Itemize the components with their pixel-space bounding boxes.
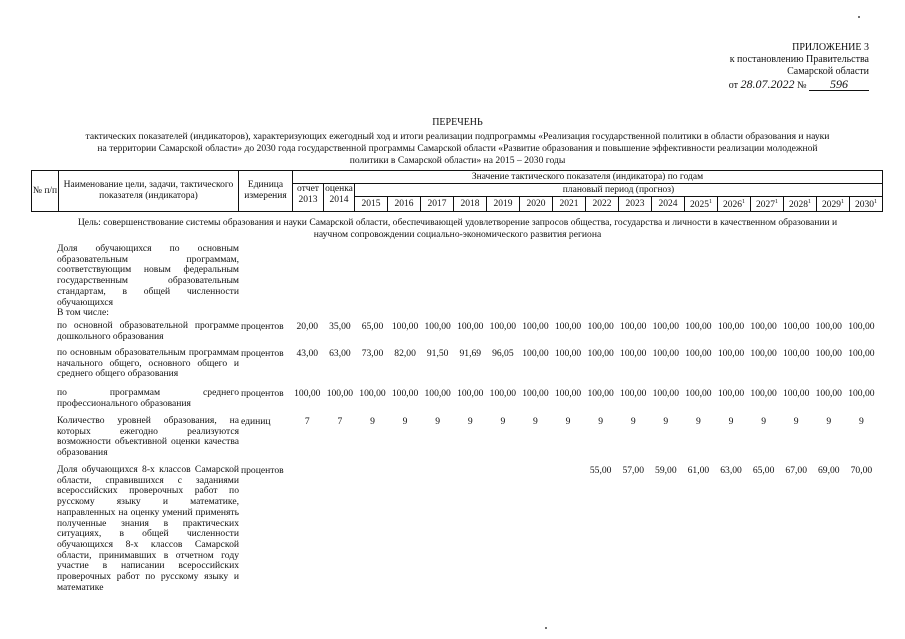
indicator-name: по основным образовательным программам начального общего, основного общего и среднего общего образования (57, 347, 239, 380)
footnote-mark: 1 (874, 199, 877, 205)
value-cell: 100,00 (587, 388, 614, 399)
indicator-unit: процентов (241, 465, 284, 476)
value-cell: 9 (467, 416, 473, 427)
title-line-2: на территории Самарской области» до 2030 года государственной программы Самарской области «Развитие образования и повышение эффективности реализации молодежной (97, 143, 818, 154)
table-row (57, 348, 239, 380)
header-name: Наименование цели, задачи, тактического показателя (индикатора) (59, 171, 239, 212)
value-cell: 9 (500, 416, 506, 427)
value-cell: 100,00 (424, 388, 451, 399)
table-row (57, 416, 239, 459)
table-row (57, 308, 239, 319)
header-year: 2027$^1$ (751, 197, 784, 212)
value-cell: 100,00 (685, 321, 712, 332)
appendix-block (729, 42, 869, 92)
header-number: № п/п (32, 171, 59, 212)
value-cell: 100,00 (391, 321, 419, 332)
value-cell: 100,00 (652, 388, 680, 399)
value-cell: 100,00 (652, 348, 680, 359)
title-heading: ПЕРЕЧЕНЬ (432, 117, 483, 128)
table-header (31, 170, 883, 212)
value-cell: 100,00 (522, 388, 549, 399)
document-title (40, 117, 875, 167)
value-cell: 9 (761, 416, 766, 427)
header-year: 2025$^1$ (685, 197, 718, 212)
value-cell: 100,00 (685, 388, 712, 399)
value-cell: 9 (696, 416, 701, 427)
value-cell: 9 (630, 416, 636, 427)
value-cell: 69,00 (818, 465, 840, 476)
goal-line-1: Цель: совершенствование системы образования и науки Самарской области, обеспечивающей удовлетворение запросов общества, государства и личности в качественном образовании и (77, 217, 838, 228)
value-cell: 7 (337, 416, 343, 427)
value-cell: 82,00 (394, 348, 416, 359)
indicator-unit: процентов (241, 348, 284, 359)
value-cell: 100,00 (717, 348, 745, 359)
value-cell: 96,05 (492, 348, 514, 359)
header-year: 2024 (652, 197, 685, 212)
appendix-title: ПРИЛОЖЕНИЕ 3 (792, 42, 869, 53)
header-year: 2018 (454, 197, 487, 212)
indicator-unit: единиц (241, 416, 271, 427)
indicator-name: по основной образовательной программе дошкольного образования (57, 320, 239, 342)
indicator-values (291, 416, 878, 427)
value-cell: 100,00 (457, 388, 484, 399)
value-cell: 100,00 (620, 388, 647, 399)
indicator-name: Доля обучающихся по основным образовательным программам, соответствующим новым федеральным государственным образовательным стандартам, в общей численности обучающихся (57, 243, 239, 308)
header-year: 2029$^1$ (817, 197, 850, 212)
value-cell: 9 (858, 416, 864, 427)
value-cell: 100,00 (750, 348, 777, 359)
header-report: отчет 2013 (293, 184, 324, 212)
value-cell: 100,00 (359, 388, 386, 399)
value-cell: 100,00 (652, 321, 680, 332)
header-year: 2022 (586, 197, 619, 212)
value-cell: 100,00 (815, 321, 842, 332)
value-cell: 91,50 (426, 348, 449, 359)
value-cell: 61,00 (687, 465, 710, 476)
indicator-unit: процентов (241, 321, 284, 332)
value-cell: 100,00 (783, 321, 810, 332)
indicator-name: Доля обучающихся 8-х классов Самарской области, справившихся с заданиями всероссийских проверочных работ по русскому языку и математике, направленных на оценку умений применять полученные знания в практических ситуациях, в общей численности обучающихся 8-х классов Самарской области, принимавших в отчетном году участие в написании всероссийских проверочных работ по русскому языку и математике (57, 464, 239, 593)
value-cell: 100,00 (424, 321, 451, 332)
footnote-mark: 1 (742, 199, 745, 205)
appendix-line-2: к постановлению Правительства (729, 54, 869, 65)
footnote-mark: 1 (709, 199, 712, 205)
header-values-title: Значение тактического показателя (индикатора) по годам (293, 171, 883, 184)
header-year: 2015 (355, 197, 388, 212)
title-line-1: тактических показателей (индикаторов), характеризующих ежегодный ход и итоги реализации подпрограммы «Реализация государственной политики в области образования и науки (85, 131, 830, 142)
indicator-values (291, 388, 878, 399)
goal-statement (40, 217, 875, 241)
value-cell: 9 (370, 416, 375, 427)
value-cell: 100,00 (620, 348, 647, 359)
value-cell: 9 (793, 416, 799, 427)
table-row (57, 321, 239, 342)
value-cell: 100,00 (457, 321, 484, 332)
value-cell: 100,00 (522, 348, 549, 359)
value-cell: 100,00 (717, 388, 745, 399)
indicator-name: Количество уровней образования, на которых ежегодно реализуются возможности объективной оценки качества образования (57, 415, 239, 459)
value-cell: 7 (304, 416, 310, 427)
value-cell: 100,00 (326, 388, 354, 399)
value-cell: 100,00 (750, 321, 777, 332)
header-year: 2021 (553, 197, 586, 212)
value-cell: 100,00 (685, 348, 712, 359)
value-cell: 100,00 (554, 388, 582, 399)
value-cell: 100,00 (783, 388, 810, 399)
value-cell: 9 (598, 416, 604, 427)
table-row (57, 244, 239, 308)
value-cell: 100,00 (489, 388, 517, 399)
value-cell: 100,00 (587, 348, 614, 359)
value-cell: 100,00 (848, 388, 875, 399)
appendix-line-3: Самарской области (787, 66, 869, 77)
value-cell: 9 (565, 416, 571, 427)
indicator-name: В том числе: (57, 307, 109, 318)
footnote-mark: 1 (808, 199, 811, 205)
indicator-values (291, 465, 878, 476)
value-cell: 100,00 (489, 321, 517, 332)
indicator-unit: процентов (241, 388, 284, 399)
header-year: 2030$^1$ (850, 197, 883, 212)
value-cell: 100,00 (294, 388, 321, 399)
indicator-values (291, 321, 878, 332)
number-prefix: № (796, 80, 807, 91)
value-cell: 73,00 (361, 348, 384, 359)
value-cell: 100,00 (717, 321, 745, 332)
scan-speck (545, 627, 547, 629)
value-cell: 70,00 (850, 465, 873, 476)
date-prefix: от (728, 80, 738, 91)
indicator-name: по программам среднего профессионального образования (57, 387, 239, 409)
value-cell: 63,00 (720, 465, 742, 476)
handwritten-date: 28.07.2022 (740, 77, 795, 91)
indicator-values (291, 348, 878, 359)
header-year: 2017 (421, 197, 454, 212)
handwritten-number: 596 (809, 78, 869, 91)
value-cell: 57,00 (622, 465, 645, 476)
value-cell: 65,00 (361, 321, 384, 332)
value-cell: 9 (663, 416, 669, 427)
value-cell: 65,00 (752, 465, 775, 476)
header-year: 2020 (520, 197, 553, 212)
header-year: 2023 (619, 197, 652, 212)
scan-speck (858, 16, 860, 18)
value-cell: 43,00 (296, 348, 319, 359)
value-cell: 35,00 (329, 321, 351, 332)
value-cell: 63,00 (329, 348, 351, 359)
value-cell: 67,00 (785, 465, 807, 476)
footnote-mark: 1 (775, 199, 778, 205)
value-cell: 100,00 (522, 321, 549, 332)
header-year: 2026$^1$ (718, 197, 751, 212)
header-estimate: оценка 2014 (324, 184, 355, 212)
value-cell: 9 (435, 416, 441, 427)
goal-line-2: научном сопровождении социально-экономического развития региона (313, 229, 602, 240)
value-cell: 55,00 (589, 465, 612, 476)
value-cell: 100,00 (848, 348, 875, 359)
value-cell: 100,00 (815, 348, 842, 359)
value-cell: 100,00 (848, 321, 875, 332)
header-year: 2016 (388, 197, 421, 212)
value-cell: 91,69 (459, 348, 482, 359)
value-cell: 9 (826, 416, 832, 427)
header-unit: Единица измерения (239, 171, 293, 212)
value-cell: 100,00 (554, 348, 582, 359)
value-cell: 100,00 (587, 321, 614, 332)
value-cell: 9 (728, 416, 734, 427)
value-cell: 100,00 (750, 388, 777, 399)
value-cell: 100,00 (783, 348, 810, 359)
table-row (57, 388, 239, 409)
table-row (57, 465, 239, 593)
value-cell: 9 (402, 416, 408, 427)
appendix-date-line (729, 78, 869, 92)
value-cell: 100,00 (554, 321, 582, 332)
value-cell: 100,00 (391, 388, 419, 399)
header-forecast: плановый период (прогноз) (355, 184, 883, 197)
value-cell: 20,00 (296, 321, 319, 332)
value-cell: 59,00 (655, 465, 677, 476)
title-line-3: политики в Самарской области» на 2015 – 2030 годы (349, 155, 566, 166)
value-cell: 9 (533, 416, 538, 427)
header-year: 2028$^1$ (784, 197, 817, 212)
value-cell: 100,00 (815, 388, 842, 399)
footnote-mark: 1 (841, 199, 844, 205)
header-year: 2019 (487, 197, 520, 212)
value-cell: 100,00 (620, 321, 647, 332)
